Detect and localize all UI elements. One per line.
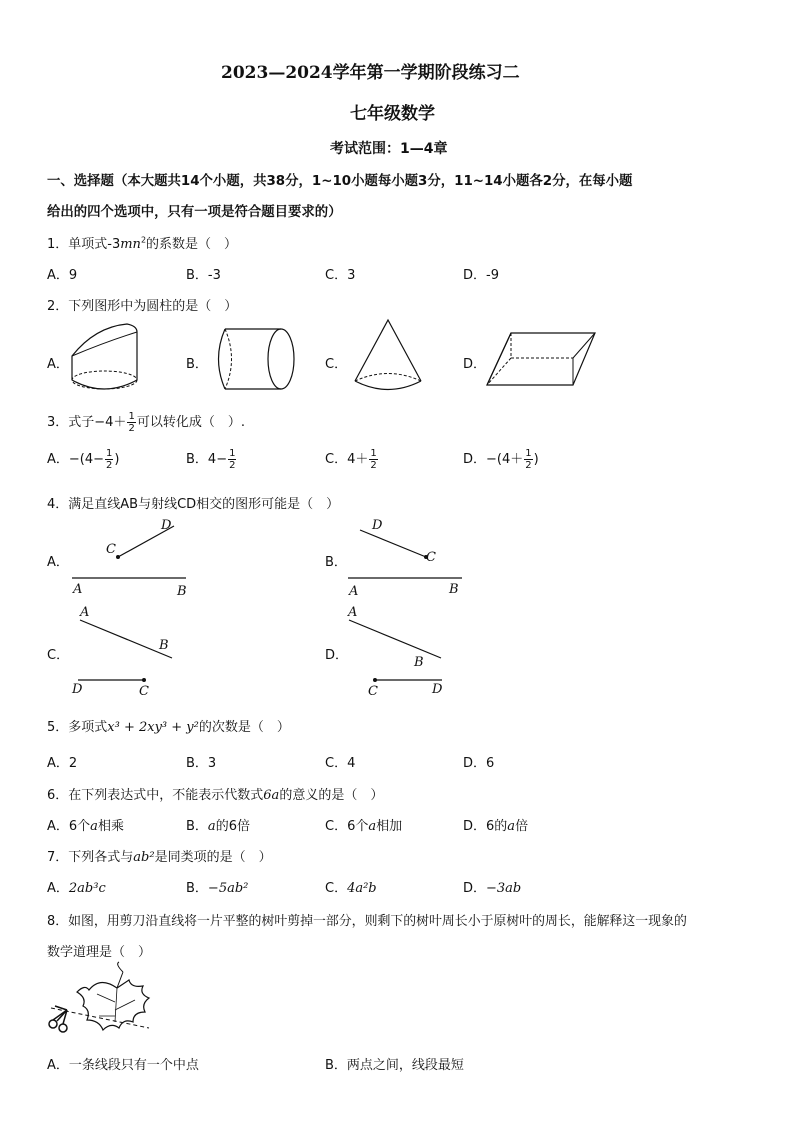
q4b-label-b: B	[449, 582, 459, 597]
q8-figure-leaf-scissors	[45, 962, 160, 1042]
q7-option-b[interactable]: B．−5ab²	[186, 881, 249, 896]
question-6-stem: 6．在下列表达式中，不能表示代数式6a的意义的是（ ）	[47, 788, 384, 803]
q4a-label-b: B	[177, 584, 187, 599]
q2-figure-cylinder	[207, 326, 299, 394]
q1-option-b[interactable]: B．-3	[186, 268, 221, 283]
q4b-label-d: D	[372, 518, 383, 533]
q4c-label-d: D	[72, 682, 83, 697]
section-heading-line2: 给出的四个选项中，只有一项是符合题目要求的）	[47, 205, 342, 220]
question-2-stem: 2．下列图形中为圆柱的是（ ）	[47, 299, 238, 314]
question-7-stem: 7．下列各式与ab²是同类项的是（ ）	[47, 850, 272, 865]
q4b-label-c: C	[426, 550, 436, 565]
q5-option-c[interactable]: C．4	[325, 756, 356, 771]
q4a-label-a: A	[73, 582, 83, 597]
q8-option-a[interactable]: A．一条线段只有一个中点	[47, 1058, 199, 1073]
q3-option-b[interactable]: B．4− $\frac{1}{2}$	[186, 448, 236, 471]
q2-figure-cone	[350, 318, 430, 398]
question-8-line2: 数学道理是（ ）	[47, 945, 152, 960]
q1-option-c[interactable]: C．3	[325, 268, 356, 283]
question-8-line1: 8．如图，用剪刀沿直线将一片平整的树叶剪掉一部分，则剩下的树叶周长小于原树叶的周长，能解释这一现象的	[47, 914, 687, 929]
q4d-label-a: A	[348, 605, 358, 620]
q2-option-c[interactable]: C．	[325, 357, 348, 372]
q6-option-b[interactable]: B．a的6倍	[186, 819, 250, 834]
q4c-label-a: A	[80, 605, 90, 620]
exam-scope: 考试范围：1—4章	[330, 141, 448, 157]
q7-option-a[interactable]: A．2ab³c	[47, 881, 106, 896]
q3-option-a[interactable]: A．−(4− $\frac{1}{2}$ )	[47, 448, 120, 471]
q3-option-c[interactable]: C．4＋ $\frac{1}{2}$	[325, 448, 377, 471]
exam-title: 2023—2024学年第一学期阶段练习二	[221, 63, 520, 83]
q4-figure-a	[70, 515, 200, 600]
q6-option-c[interactable]: C．6个a相加	[325, 819, 403, 834]
q4d-label-d: D	[432, 682, 443, 697]
q5-option-b[interactable]: B．3	[186, 756, 217, 771]
q2-figure-cut-cylinder	[65, 322, 145, 397]
question-4-stem: 4．满足直线AB与射线CD相交的图形可能是（ ）	[47, 497, 340, 512]
q2-option-b[interactable]: B．	[186, 357, 208, 372]
q4-figure-c	[70, 600, 200, 700]
q4-option-a[interactable]: A．	[47, 555, 69, 570]
question-5-stem: 5．多项式x³ + 2xy³ + y²的次数是（ ）	[47, 720, 290, 735]
q2-option-a[interactable]: A．	[47, 357, 69, 372]
q4c-label-b: B	[159, 638, 169, 653]
subject-title: 七年级数学	[350, 104, 435, 124]
q2-option-d[interactable]: D．	[463, 357, 487, 372]
q7-option-c[interactable]: C．4a²b	[325, 881, 377, 896]
q4d-label-c: C	[368, 684, 378, 699]
q6-option-a[interactable]: A．6个a相乘	[47, 819, 124, 834]
q2-figure-prism	[485, 330, 605, 392]
q8-option-b[interactable]: B．两点之间，线段最短	[325, 1058, 464, 1073]
q3-option-d[interactable]: D．−(4＋ $\frac{1}{2}$ )	[463, 448, 539, 471]
q4b-label-a: A	[349, 584, 359, 599]
q4a-label-d: D	[161, 518, 172, 533]
q4-figure-b	[346, 515, 476, 600]
q6-option-d[interactable]: D．6的a倍	[463, 819, 529, 834]
q4-option-b[interactable]: B．	[325, 555, 347, 570]
q4a-label-c: C	[106, 542, 116, 557]
section-heading-line1: 一、选择题（本大题共14个小题，共38分，1~10小题每小题3分，11~14小题各2分，在每小题	[47, 174, 633, 189]
q4-option-d[interactable]: D．	[325, 648, 349, 663]
question-1-stem: 1．单项式$-3mn^2$的系数是（ ）	[47, 235, 238, 252]
q1-option-a[interactable]: A．9	[47, 268, 78, 283]
q4-option-c[interactable]: C．	[47, 648, 70, 663]
q1-option-d[interactable]: D．-9	[463, 268, 499, 283]
question-3-stem: 3．式子−4＋ $\frac{1}{2}$ 可以转化成（ ）.	[47, 411, 245, 434]
q4-figure-d	[346, 600, 476, 700]
q4d-label-b: B	[414, 655, 424, 670]
q5-option-d[interactable]: D．6	[463, 756, 495, 771]
q7-option-d[interactable]: D．−3ab	[463, 881, 522, 896]
q4c-label-c: C	[139, 684, 149, 699]
q5-option-a[interactable]: A．2	[47, 756, 78, 771]
